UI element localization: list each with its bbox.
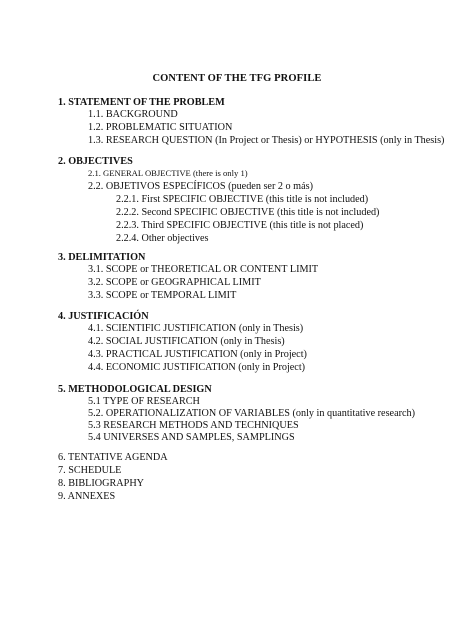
list-subitem: 2.2.4. Other objectives: [116, 233, 209, 244]
section-heading: 5. METHODOLOGICAL DESIGN: [58, 384, 212, 395]
list-item: 3.1. SCOPE or THEORETICAL OR CONTENT LIMIT: [88, 264, 319, 275]
list-item: 4.2. SOCIAL JUSTIFICATION (only in Thesis): [88, 336, 285, 347]
list-item: 2.1. GENERAL OBJECTIVE (there is only 1): [88, 168, 248, 178]
list-subitem: 2.2.1. First SPECIFIC OBJECTIVE (this title is not included): [116, 194, 369, 205]
list-item: 9. ANNEXES: [58, 491, 116, 502]
list-item: 1.1. BACKGROUND: [88, 109, 178, 120]
list-subitem: 2.2.2. Second SPECIFIC OBJECTIVE (this title is not included): [116, 207, 380, 218]
section-heading: 3. DELIMITATION: [58, 252, 146, 263]
list-item: 8. BIBLIOGRAPHY: [58, 478, 145, 489]
list-item: 5.2. OPERATIONALIZATION OF VARIABLES (only in quantitative research): [88, 408, 415, 419]
list-item: 4.3. PRACTICAL JUSTIFICATION (only in Project): [88, 349, 307, 360]
section-heading: 1. STATEMENT OF THE PROBLEM: [58, 97, 225, 108]
list-item: 4.4. ECONOMIC JUSTIFICATION (only in Project): [88, 362, 306, 373]
section-heading: 4. JUSTIFICACIÓN: [58, 311, 149, 322]
list-item: 7. SCHEDULE: [58, 465, 122, 476]
list-item: 6. TENTATIVE AGENDA: [58, 452, 168, 463]
list-subitem: 2.2.3. Third SPECIFIC OBJECTIVE (this title is not placed): [116, 220, 364, 231]
list-item: 4.1. SCIENTIFIC JUSTIFICATION (only in Thesis): [88, 323, 304, 334]
list-item: 5.1 TYPE OF RESEARCH: [88, 396, 200, 407]
list-item: 5.3 RESEARCH METHODS AND TECHNIQUES: [88, 420, 299, 431]
list-item: 3.3. SCOPE or TEMPORAL LIMIT: [88, 290, 237, 301]
document-title: CONTENT OF THE TFG PROFILE: [152, 73, 322, 84]
list-item: 1.3. RESEARCH QUESTION (In Project or Thesis) or HYPOTHESIS (only in Thesis): [88, 135, 445, 146]
list-item: 5.4 UNIVERSES AND SAMPLES, SAMPLINGS: [88, 432, 295, 443]
list-item: 3.2. SCOPE or GEOGRAPHICAL LIMIT: [88, 277, 261, 288]
list-item: 1.2. PROBLEMATIC SITUATION: [88, 122, 233, 133]
list-item: 2.2. OBJETIVOS ESPECÍFICOS (pueden ser 2 o más): [88, 181, 313, 192]
section-heading: 2. OBJECTIVES: [58, 156, 133, 167]
